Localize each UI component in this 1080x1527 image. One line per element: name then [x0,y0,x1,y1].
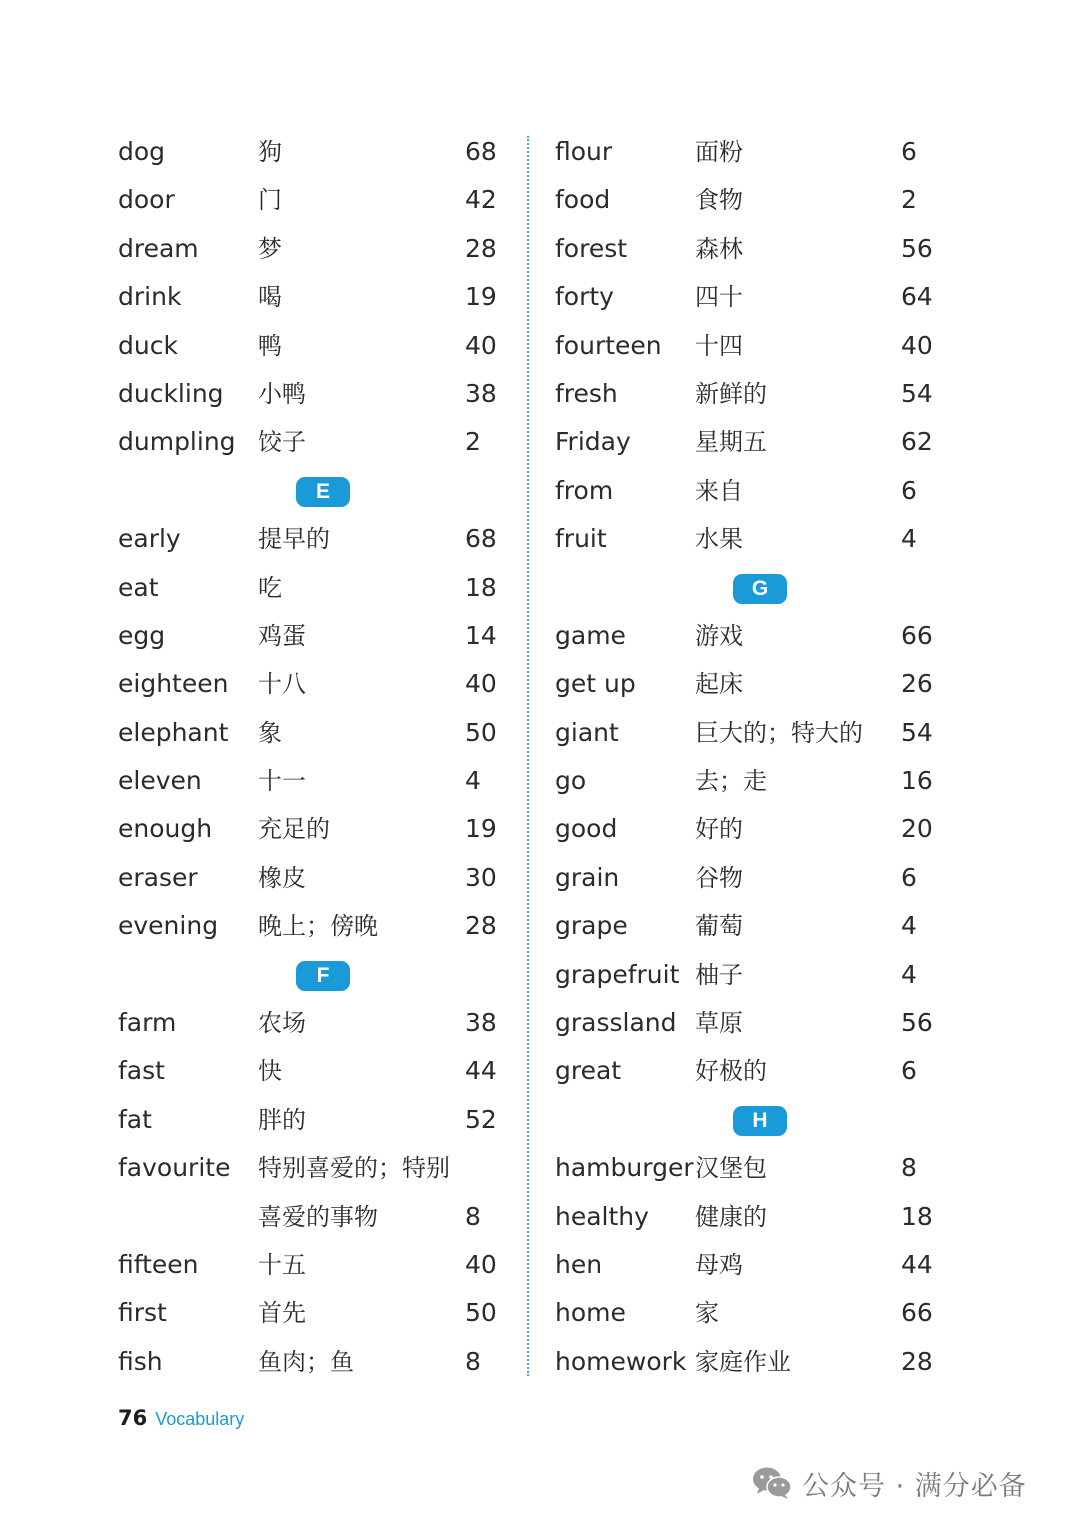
chinese-meaning: 星期五 [695,428,767,457]
vocab-entry [555,322,975,370]
letter-section-header [555,564,975,612]
chinese-meaning: 十一 [258,767,306,796]
vocab-entry [555,128,975,176]
page-reference: 4 [465,766,481,796]
wechat-icon [752,1466,792,1500]
page-reference: 19 [465,814,497,844]
page-reference: 4 [901,911,917,941]
vocab-entry [118,273,538,321]
page-reference: 54 [901,717,933,747]
chinese-meaning: 充足的 [258,815,330,844]
english-word: duck [118,330,178,360]
vocab-entry [555,370,975,418]
vocab-entry [555,1193,975,1241]
vocab-entry [118,1144,538,1192]
vocab-entry [555,612,975,660]
chinese-meaning: 十四 [695,331,743,360]
page-number: 76 [118,1406,148,1430]
column-divider [527,136,529,1376]
english-word: early [118,524,181,554]
english-word: home [555,1298,626,1328]
english-word: enough [118,814,213,844]
page-reference: 44 [901,1249,933,1279]
page-reference: 16 [901,766,933,796]
vocab-entry [555,709,975,757]
vocab-entry [118,322,538,370]
vocab-entry [555,418,975,466]
english-word: hen [555,1249,603,1279]
page-reference: 4 [901,959,917,989]
vocab-entry [555,1047,975,1095]
english-word: evening [118,911,219,941]
english-word: hamburger [555,1153,694,1183]
vocab-entry [555,951,975,999]
vocab-entry [118,176,538,224]
vocab-entry [118,1289,538,1337]
english-word: from [555,475,614,505]
chinese-meaning: 健康的 [695,1202,767,1231]
vocab-entry [555,515,975,563]
page-reference: 40 [465,669,497,699]
page-reference: 8 [465,1346,481,1376]
page-reference: 2 [901,185,917,215]
english-word: door [118,185,175,215]
english-word: elephant [118,717,229,747]
chinese-meaning: 汉堡包 [695,1154,767,1183]
english-word: food [555,185,611,215]
page-reference: 66 [901,1298,933,1328]
chinese-meaning: 家 [695,1299,719,1328]
letter-badge: E [296,477,350,507]
chinese-meaning: 食物 [695,186,743,215]
vocab-entry [118,660,538,708]
vocab-entry [555,757,975,805]
page-footer [118,1404,244,1433]
english-word: Friday [555,427,631,457]
vocab-entry [118,757,538,805]
page-reference: 6 [901,475,917,505]
vocab-entry [118,370,538,418]
vocab-entry [118,1193,538,1241]
chinese-meaning: 门 [258,186,282,215]
watermark-text: 公众号 · 满分必备 [802,1470,1027,1502]
letter-badge: G [733,574,787,604]
english-word: forest [555,233,628,263]
english-word: great [555,1056,622,1086]
vocab-entry [118,805,538,853]
page-reference: 68 [465,524,497,554]
page-reference: 30 [465,862,497,892]
vocab-entry [555,805,975,853]
english-word: fresh [555,378,618,408]
vocab-entry [555,660,975,708]
page-reference: 6 [901,862,917,892]
page-reference: 42 [465,185,497,215]
chinese-meaning: 胖的 [258,1105,306,1134]
chinese-meaning: 晚上；傍晚 [258,912,378,941]
page-reference: 64 [901,282,933,312]
vocab-entry [118,612,538,660]
vocab-entry [118,1096,538,1144]
vocab-entry [118,854,538,902]
english-word: good [555,814,618,844]
chinese-meaning: 吃 [258,573,282,602]
english-word: fifteen [118,1249,199,1279]
page-reference: 19 [465,282,497,312]
chinese-meaning: 母鸡 [695,1250,743,1279]
watermark [752,1460,1027,1506]
chinese-meaning: 森林 [695,234,743,263]
page-reference: 40 [465,330,497,360]
chinese-meaning: 象 [258,718,282,747]
english-word: grassland [555,1008,677,1038]
page-reference: 52 [465,1104,497,1134]
english-word: eraser [118,862,198,892]
vocab-entry [118,225,538,273]
page-reference: 6 [901,137,917,166]
page-reference: 18 [465,572,497,602]
english-word: eleven [118,766,202,796]
english-word: healthy [555,1201,649,1231]
chinese-meaning: 葡萄 [695,912,743,941]
letter-section-header [118,951,538,999]
chinese-meaning: 草原 [695,1009,743,1038]
chinese-meaning: 巨大的；特大的 [695,718,863,747]
page-reference: 38 [465,378,497,408]
chinese-meaning: 橡皮 [258,863,306,892]
page-reference: 8 [465,1201,481,1231]
english-word: drink [118,282,182,312]
english-word: flour [555,137,613,166]
chinese-meaning: 新鲜的 [695,379,767,408]
page-reference: 66 [901,620,933,650]
vocab-entry [118,1338,538,1386]
english-word: dog [118,137,166,166]
page-reference: 8 [901,1153,917,1183]
english-word: giant [555,717,619,747]
page-reference: 18 [901,1201,933,1231]
vocab-entry [555,225,975,273]
english-word: fruit [555,524,607,554]
page-reference: 50 [465,1298,497,1328]
english-word: forty [555,282,614,312]
vocab-entry [118,902,538,950]
vocab-entry [555,467,975,515]
vocab-entry [118,1241,538,1289]
page-reference: 38 [465,1008,497,1038]
letter-section-header [118,467,538,515]
vocab-column-left [118,128,538,1386]
vocab-entry [118,564,538,612]
page-reference: 4 [901,524,917,554]
page-reference: 26 [901,669,933,699]
page-reference: 28 [901,1346,933,1376]
english-word: fourteen [555,330,662,360]
letter-badge: F [296,961,350,991]
vocab-entry [555,1338,975,1386]
page-reference: 40 [465,1249,497,1279]
page-reference: 6 [901,1056,917,1086]
chinese-meaning: 鸭 [258,331,282,360]
english-word: eat [118,572,159,602]
page-reference: 40 [901,330,933,360]
chinese-meaning: 十五 [258,1250,306,1279]
vocab-entry [555,854,975,902]
section-label: Vocabulary [155,1409,245,1429]
chinese-meaning: 快 [258,1057,282,1086]
chinese-meaning: 鸡蛋 [258,621,306,650]
chinese-meaning: 饺子 [258,428,306,457]
page-reference: 14 [465,620,497,650]
page-reference: 28 [465,233,497,263]
chinese-meaning: 喝 [258,283,282,312]
page-reference: 44 [465,1056,497,1086]
vocab-entry [555,273,975,321]
english-word: favourite [118,1153,231,1183]
chinese-meaning: 好极的 [695,1057,767,1086]
english-word: homework [555,1346,687,1376]
english-word: fat [118,1104,152,1134]
english-word: grape [555,911,628,941]
chinese-meaning: 柚子 [695,960,743,989]
english-word: farm [118,1008,177,1038]
vocab-entry [118,1047,538,1095]
chinese-meaning: 首先 [258,1299,306,1328]
chinese-meaning: 十八 [258,670,306,699]
page-reference: 54 [901,378,933,408]
vocab-entry [555,999,975,1047]
chinese-meaning: 喜爱的事物 [258,1202,378,1231]
vocab-entry [118,999,538,1047]
page-reference: 28 [465,911,497,941]
english-word: fast [118,1056,165,1086]
english-word: game [555,620,626,650]
chinese-meaning: 游戏 [695,621,743,650]
vocab-entry [118,709,538,757]
vocab-entry [555,902,975,950]
chinese-meaning: 四十 [695,283,743,312]
vocab-entry [555,1289,975,1337]
chinese-meaning: 水果 [695,525,743,554]
chinese-meaning: 鱼肉；鱼 [258,1347,354,1376]
vocab-entry [118,128,538,176]
english-word: get up [555,669,636,699]
chinese-meaning: 起床 [695,670,743,699]
english-word: grapefruit [555,959,680,989]
chinese-meaning: 来自 [695,476,743,505]
chinese-meaning: 梦 [258,234,282,263]
vocab-column-right [555,128,975,1386]
english-word: go [555,766,587,796]
chinese-meaning: 面粉 [695,138,743,166]
chinese-meaning: 特别喜爱的；特别 [258,1154,450,1183]
vocab-entry [118,515,538,563]
page-reference: 68 [465,137,497,166]
chinese-meaning: 提早的 [258,525,330,554]
letter-section-header [555,1096,975,1144]
page-reference: 56 [901,233,933,263]
chinese-meaning: 小鸭 [258,379,306,408]
page-reference: 20 [901,814,933,844]
page-reference: 50 [465,717,497,747]
chinese-meaning: 家庭作业 [695,1347,791,1376]
page-reference: 2 [465,427,481,457]
english-word: dumpling [118,427,236,457]
chinese-meaning: 好的 [695,815,743,844]
letter-badge: H [733,1106,787,1136]
chinese-meaning: 去；走 [695,767,767,796]
english-word: grain [555,862,620,892]
english-word: duckling [118,378,224,408]
chinese-meaning: 谷物 [695,863,743,892]
vocab-entry [555,176,975,224]
page-reference: 56 [901,1008,933,1038]
vocab-entry [555,1241,975,1289]
vocab-entry [555,1144,975,1192]
english-word: egg [118,620,166,650]
chinese-meaning: 狗 [258,138,282,166]
english-word: first [118,1298,167,1328]
vocab-entry [118,418,538,466]
english-word: fish [118,1346,163,1376]
page-reference: 62 [901,427,933,457]
english-word: dream [118,233,199,263]
chinese-meaning: 农场 [258,1009,306,1038]
english-word: eighteen [118,669,229,699]
